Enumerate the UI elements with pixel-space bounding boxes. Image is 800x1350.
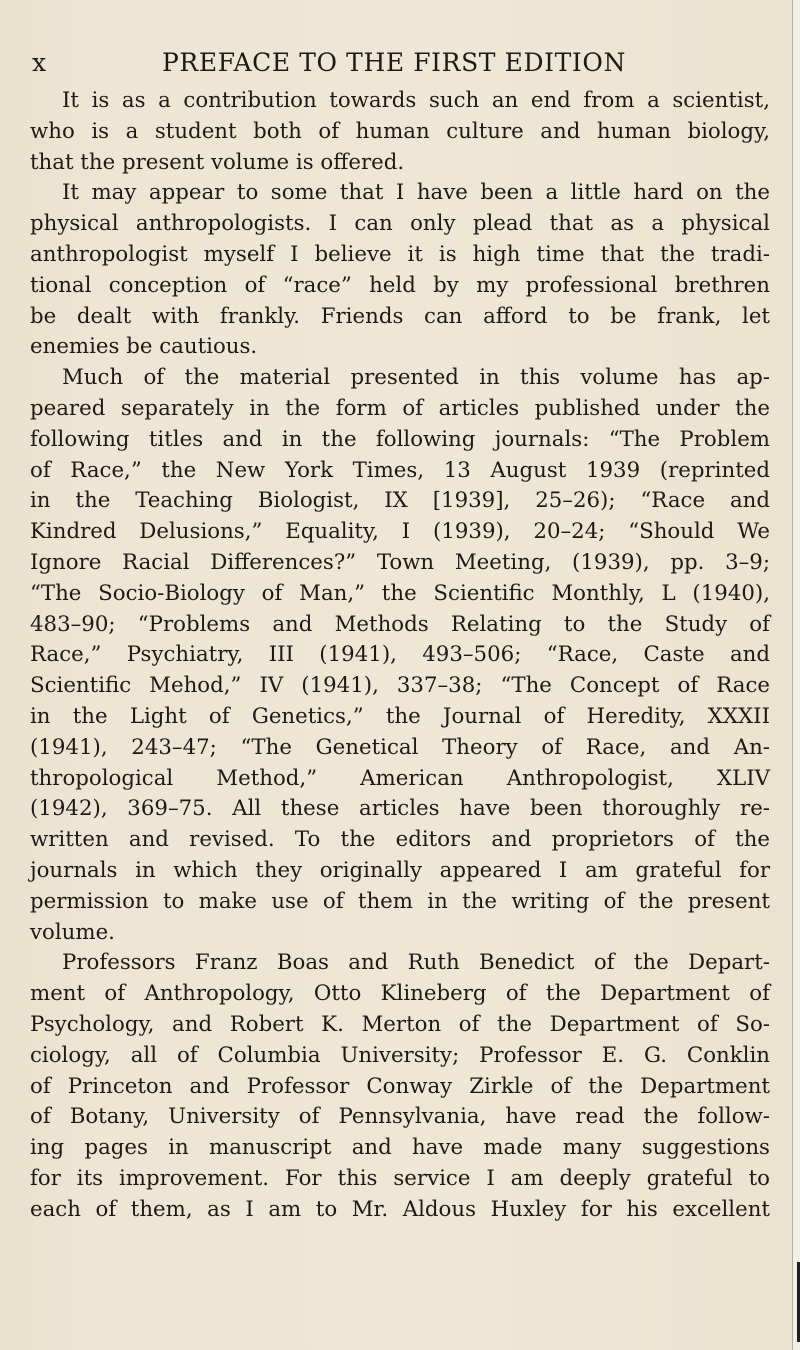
text-line: ment of Anthropology, Otto Klineberg of the Department of xyxy=(30,981,770,1007)
text-line: Much of the material presented in this volume has ap- xyxy=(62,365,770,391)
text-line: ing pages in manuscript and have made many suggestions xyxy=(30,1135,770,1161)
text-line: Ignore Racial Differences?” Town Meeting, (1939), pp. 3–9; xyxy=(30,549,770,575)
text-line: thropological Method,” American Anthropologist, XLIV xyxy=(30,765,770,791)
body-text xyxy=(30,86,770,1225)
text-line: who is a student both of human culture and human biology, xyxy=(30,118,770,144)
text-line: volume. xyxy=(30,919,115,945)
page-edge xyxy=(792,0,800,1350)
text-line: Kindred Delusions,” Equality, I (1939), 20–24; “Should We xyxy=(30,519,770,545)
text-line: anthropologist myself I believe it is high time that the tradi- xyxy=(30,241,770,267)
text-line: each of them, as I am to Mr. Aldous Huxley for his excellent xyxy=(30,1196,770,1222)
text-line: Race,” Psychiatry, III (1941), 493–506; “Race, Caste and xyxy=(30,642,770,668)
text-line: Psychology, and Robert K. Merton of the Department of So- xyxy=(30,1011,770,1037)
text-line: journals in which they originally appeared I am grateful for xyxy=(30,857,770,883)
text-line: tional conception of “race” held by my professional brethren xyxy=(30,272,770,298)
text-line: Scientific Mehod,” IV (1941), 337–38; “The Concept of Race xyxy=(30,673,770,699)
text-line: be dealt with frankly. Friends can afford to be frank, let xyxy=(30,303,770,329)
text-line: physical anthropologists. I can only plead that as a physical xyxy=(30,211,770,237)
text-line: Professors Franz Boas and Ruth Benedict of the Depart- xyxy=(62,950,770,976)
text-line: following titles and in the following journals: “The Problem xyxy=(30,426,770,452)
text-line: peared separately in the form of articles published under the xyxy=(30,395,770,421)
text-line: in the Teaching Biologist, IX [1939], 25–26); “Race and xyxy=(30,488,770,514)
text-line: It is as a contribution towards such an end from a scientist, xyxy=(62,88,770,113)
text-line: of Botany, University of Pennsylvania, have read the follow- xyxy=(30,1104,770,1130)
text-line: (1941), 243–47; “The Genetical Theory of Race, and An- xyxy=(30,734,770,760)
page-header xyxy=(32,48,772,82)
text-line: (1942), 369–75. All these articles have been thoroughly re- xyxy=(30,796,770,822)
text-line: ciology, all of Columbia University; Professor E. G. Conklin xyxy=(30,1042,770,1068)
page-number: x xyxy=(32,48,47,77)
text-line: 483–90; “Problems and Methods Relating to the Study of xyxy=(30,611,770,637)
text-line: of Race,” the New York Times, 13 August 1939 (reprinted xyxy=(30,457,770,483)
text-line: for its improvement. For this service I am deeply grateful to xyxy=(30,1165,770,1191)
text-line: that the present volume is offered. xyxy=(30,149,405,175)
running-head: PREFACE TO THE FIRST EDITION xyxy=(162,48,626,77)
text-line: of Princeton and Professor Conway Zirkle of the Department xyxy=(30,1073,770,1099)
text-line: in the Light of Genetics,” the Journal of Heredity, XXXII xyxy=(30,703,770,729)
text-line: written and revised. To the editors and proprietors of the xyxy=(30,827,770,853)
text-line: permission to make use of them in the writing of the present xyxy=(30,888,770,914)
text-line: enemies be cautious. xyxy=(30,334,258,360)
text-line: It may appear to some that I have been a little hard on the xyxy=(62,180,770,206)
text-line: “The Socio-Biology of Man,” the Scientific Monthly, L (1940), xyxy=(30,580,770,606)
